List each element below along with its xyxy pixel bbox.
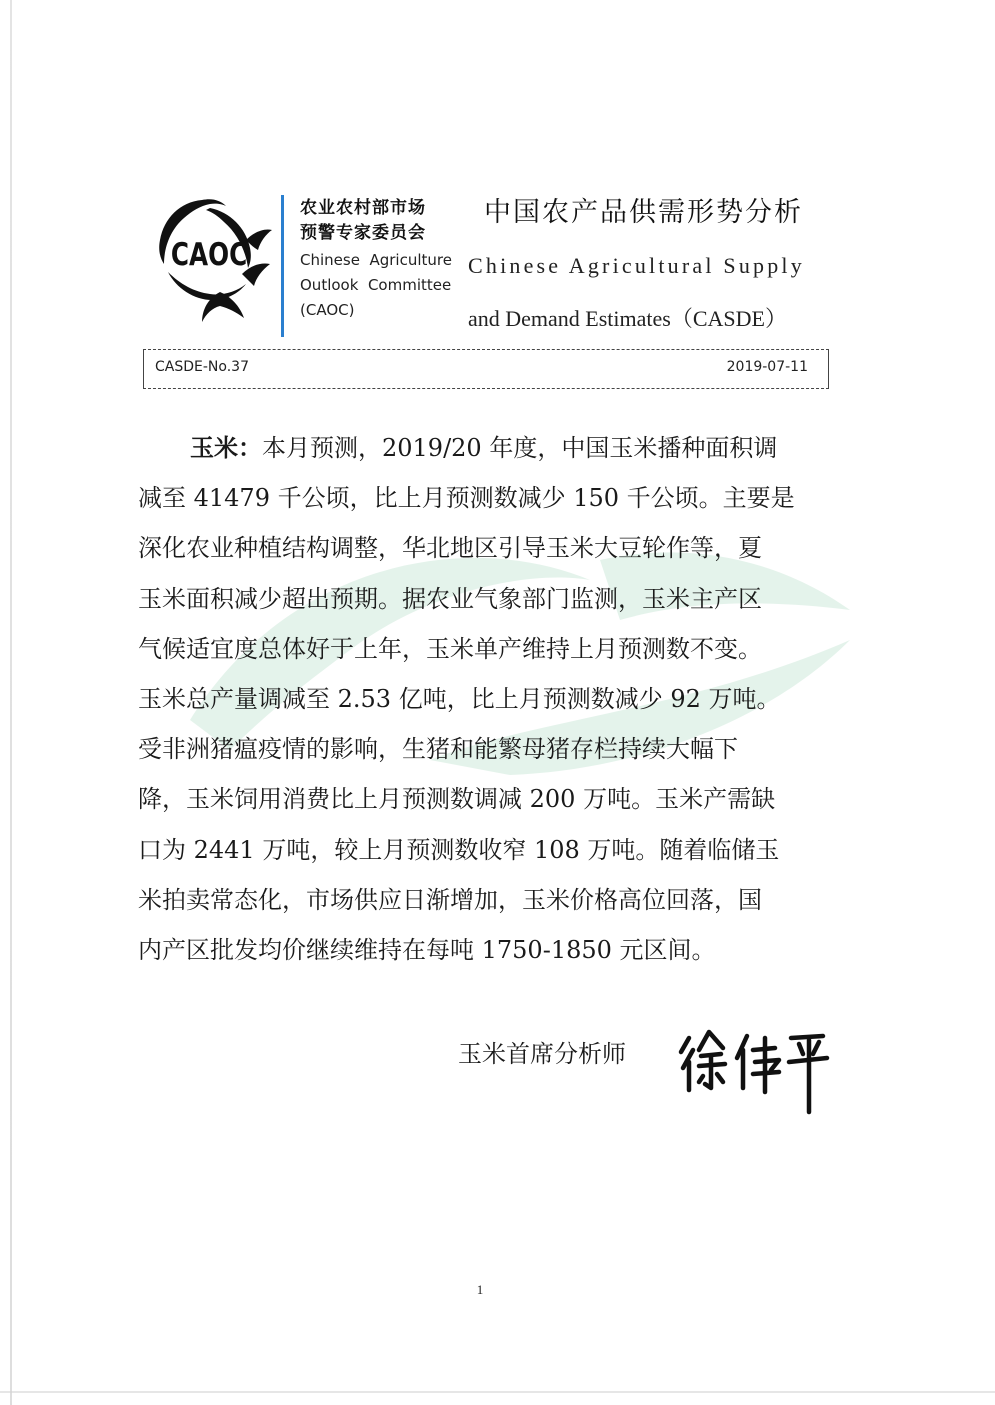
- scan-edge-bottom: [0, 1391, 995, 1393]
- paragraph-line-10: 米拍卖常态化，市场供应日渐增加，玉米价格高位回落，国: [138, 885, 762, 914]
- org-name-block: [300, 196, 460, 323]
- report-info-bar: [143, 349, 829, 389]
- section-lead: 玉米：: [190, 434, 262, 462]
- handwritten-signature: [675, 1020, 835, 1115]
- paragraph-line-1-text: 本月预测，2019/20 年度，中国玉米播种面积调: [262, 434, 778, 462]
- page-number: 1: [476, 1282, 484, 1297]
- paragraph-line-7: 受非洲猪瘟疫情的影响，生猪和能繁母猪存栏持续大幅下: [138, 735, 738, 764]
- report-title-block: [468, 195, 838, 334]
- org-name-cn-line1: 农业农村部市场: [300, 198, 426, 218]
- org-name-cn-line2: 预警专家委员会: [300, 223, 426, 243]
- paragraph-line-3: 深化农业种植结构调整，华北地区引导玉米大豆轮作等，夏: [138, 534, 762, 563]
- caoc-logo: [150, 188, 275, 328]
- report-date: 2019-07-11: [726, 359, 808, 375]
- analyst-role: 玉米首席分析师: [458, 1040, 626, 1068]
- paragraph-line-9: 口为 2441 万吨，较上月预测数收窄 108 万吨。随着临储玉: [138, 835, 780, 864]
- paragraph-line-4: 玉米面积减少超出预期。据农业气象部门监测，玉米主产区: [138, 584, 762, 613]
- paragraph-line-8: 降，玉米饲用消费比上月预测数调减 200 万吨。玉米产需缺: [138, 785, 776, 814]
- scan-edge: [10, 0, 12, 1405]
- org-name-en-line3: (CAOC): [300, 301, 355, 319]
- org-name-en-line2: Outlook Committee: [300, 276, 452, 294]
- paragraph-line-11: 内产区批发均价继续维持在每吨 1750-1850 元区间。: [138, 936, 716, 965]
- paragraph-line-2: 减至 41479 千公顷，比上月预测数减少 150 千公顷。主要是: [138, 484, 795, 513]
- report-title-en-line1: Chinese Agricultural Supply: [468, 253, 805, 278]
- report-title-cn: 中国农产品供需形势分析: [484, 197, 803, 228]
- paragraph-line-1: [138, 423, 838, 473]
- report-code: CASDE-No.37: [155, 359, 249, 375]
- org-name-en-line1: Chinese Agriculture: [300, 251, 452, 269]
- report-title-en-line2: and Demand Estimates（CASDE）: [468, 306, 787, 331]
- paragraph-line-6: 玉米总产量调减至 2.53 亿吨，比上月预测数减少 92 万吨。: [138, 685, 781, 714]
- paragraph-line-5: 气候适宜度总体好于上年，玉米单产维持上月预测数不变。: [138, 634, 762, 663]
- header-divider: [281, 195, 284, 337]
- analysis-paragraph: [138, 423, 838, 975]
- logo-text: CAOC: [170, 235, 248, 273]
